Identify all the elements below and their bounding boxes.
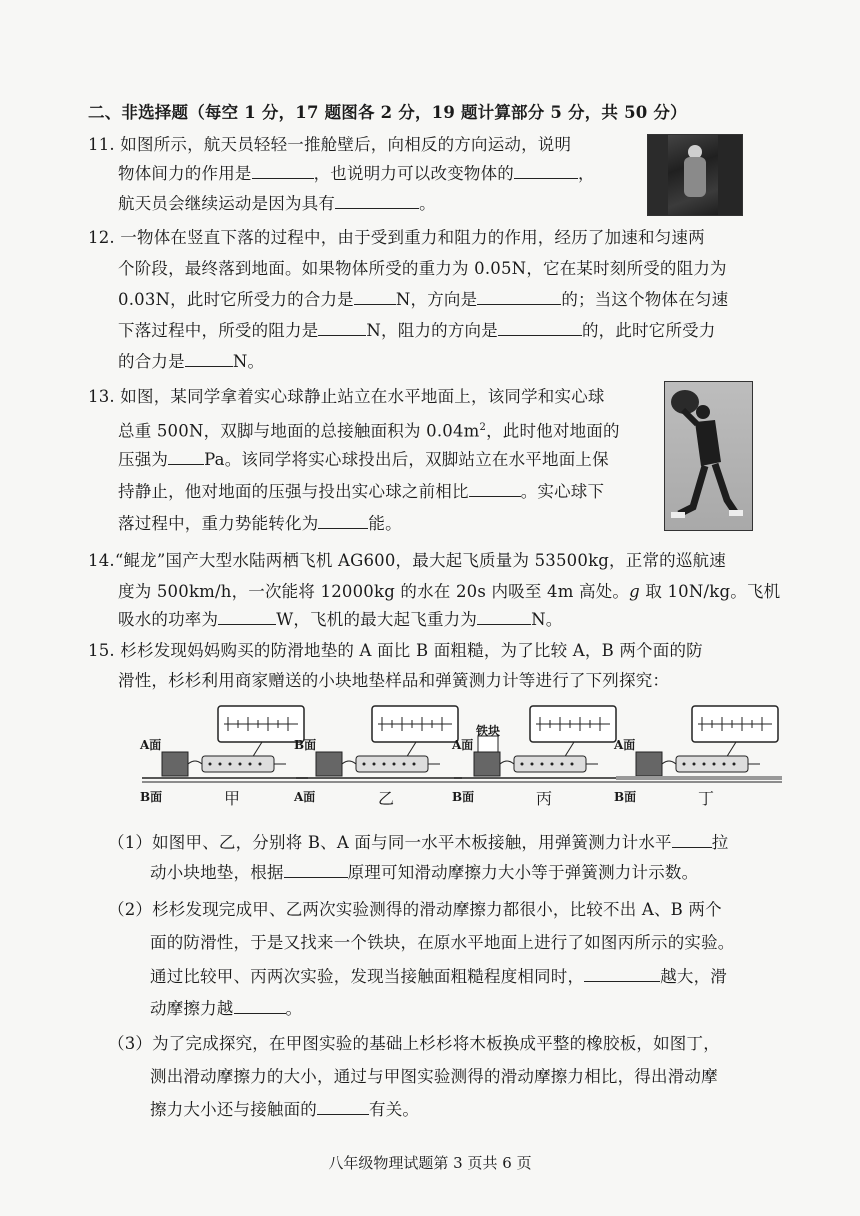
figure-name: 乙 — [378, 789, 395, 808]
figure-top-label: A面 — [140, 738, 162, 752]
q13-line3: 压强为 Pa。该同学将实心球投出后，双脚站立在水平地面上保 — [118, 450, 609, 469]
q12-line4: 下落过程中，所受的阻力是 N，阻力的方向是 的，此时它所受力 — [118, 321, 716, 340]
q12-line5: 的合力是 N。 — [118, 352, 265, 371]
q15-part2-line4: 动摩擦力越 。 — [150, 999, 303, 1018]
q12-line3: 0.03N，此时它所受力的合力是 N，方向是 的；当这个物体在匀速 — [118, 290, 729, 309]
figure-top-label: A面 — [614, 738, 636, 752]
answer-blank[interactable] — [672, 832, 712, 848]
figure-name: 甲 — [224, 789, 241, 808]
q15-part2-line2: 面的防滑性，于是又找来一个铁块，在原水平地面上进行了如图丙所示的实验。 — [150, 933, 735, 952]
q13-line2: 总重 500N，双脚与地面的总接触面积为 $0.04m^2$，此时他对地面的 — [118, 421, 620, 441]
figure-name: 丁 — [698, 789, 715, 808]
q14-line1: 14.“鲲龙”国产大型水陆两栖飞机 AG600，最大起飞质量为 53500kg，正常的巡航速 — [88, 551, 726, 570]
experiment-figure-ding — [614, 700, 784, 808]
figure-bottom-label: B面 — [140, 790, 163, 804]
answer-blank[interactable] — [477, 609, 531, 625]
answer-blank[interactable] — [498, 320, 582, 336]
answer-blank[interactable] — [234, 998, 286, 1014]
answer-blank[interactable] — [168, 449, 204, 465]
q13-line4: 持静止，他对地面的压强与投出实心球之前相比 。实心球下 — [118, 482, 605, 501]
answer-blank[interactable] — [477, 289, 561, 305]
student-throwing-figure — [665, 382, 752, 530]
figure-bottom-label: B面 — [614, 790, 637, 804]
q12-line1: 12. 一物体在竖直下落的过程中，由于受到重力和阻力的作用，经历了加速和匀速两 — [88, 228, 705, 247]
q14-line2: 度为 500km/h，一次能将 12000kg 的水在 20s 内吸至 4m 高处。g 取 10N/kg。飞机 — [118, 582, 781, 601]
experiment-figure-bing — [452, 700, 622, 808]
answer-blank[interactable] — [335, 193, 419, 209]
figure-bottom-label: A面 — [294, 790, 316, 804]
q14-line3: 吸水的功率为 W，飞机的最大起飞重力为 N。 — [118, 610, 563, 629]
answer-blank[interactable] — [354, 289, 396, 305]
figure-name: 丙 — [536, 789, 553, 808]
q11-line3: 航天员会继续运动是因为具有 。 — [118, 194, 436, 213]
experiment-figure-jia — [140, 700, 310, 808]
q15-part3-line3: 擦力大小还与接触面的 有关。 — [150, 1100, 420, 1119]
answer-blank[interactable] — [318, 513, 368, 529]
q15-part3-line2: 测出滑动摩擦力的大小，通过与甲图实验测得的滑动摩擦力相比，得出滑动摩 — [150, 1067, 718, 1086]
answer-blank[interactable] — [284, 862, 348, 878]
student-photo — [664, 381, 753, 531]
figure-bottom-label: B面 — [452, 790, 475, 804]
answer-blank[interactable] — [218, 609, 276, 625]
iron-block-label: 铁块 — [476, 724, 501, 738]
answer-blank[interactable] — [318, 320, 366, 336]
answer-blank[interactable] — [584, 966, 660, 982]
q11-line1: 11. 如图所示，航天员轻轻一推舱壁后，向相反的方向运动，说明 — [88, 135, 572, 154]
experiment-figure-yi — [294, 700, 464, 808]
answer-blank[interactable] — [317, 1099, 369, 1115]
q11-line2: 物体间力的作用是 ，也说明力可以改变物体的 ， — [118, 164, 595, 183]
q13-line5: 落过程中，重力势能转化为 能。 — [118, 514, 402, 533]
astronaut-photo — [647, 134, 743, 216]
section-title: 二、非选择题（每空 1 分，17 题图各 2 分，19 题计算部分 5 分，共 50 分） — [88, 103, 687, 122]
q15-part2-line3: 通过比较甲、丙两次实验，发现当接触面粗糙程度相同时， 越大，滑 — [150, 967, 728, 986]
answer-blank[interactable] — [252, 163, 314, 179]
answer-blank[interactable] — [514, 163, 578, 179]
q15-part1-line2: 动小块地垫，根据 原理可知滑动摩擦力大小等于弹簧测力计示数。 — [150, 863, 699, 882]
answer-blank[interactable] — [185, 351, 233, 367]
q15-part2-line1: （2）杉杉发现完成甲、乙两次实验测得的滑动摩擦力都很小，比较不出 A、B 两个 — [108, 900, 722, 919]
figure-top-label: A面 — [452, 738, 474, 752]
q12-line2: 个阶段，最终落到地面。如果物体所受的重力为 0.05N，它在某时刻所受的阻力为 — [118, 259, 727, 278]
q15-line2: 滑性，杉杉利用商家赠送的小块地垫样品和弹簧测力计等进行了下列探究： — [118, 671, 670, 690]
page-footer: 八年级物理试题第 3 页共 6 页 — [328, 1154, 532, 1172]
q15-part3-line1: （3）为了完成探究，在甲图实验的基础上杉杉将木板换成平整的橡胶板，如图丁， — [108, 1034, 720, 1053]
q15-line1: 15. 杉杉发现妈妈购买的防滑地垫的 A 面比 B 面粗糙，为了比较 A，B 两个面的防 — [88, 641, 703, 660]
figure-top-label: B面 — [294, 738, 317, 752]
q15-part1-line1: （1）如图甲、乙，分别将 B、A 面与同一水平木板接触，用弹簧测力计水平 拉 — [108, 833, 729, 852]
answer-blank[interactable] — [469, 481, 521, 497]
q13-line1: 13. 如图，某同学拿着实心球静止站立在水平地面上，该同学和实心球 — [88, 387, 605, 406]
